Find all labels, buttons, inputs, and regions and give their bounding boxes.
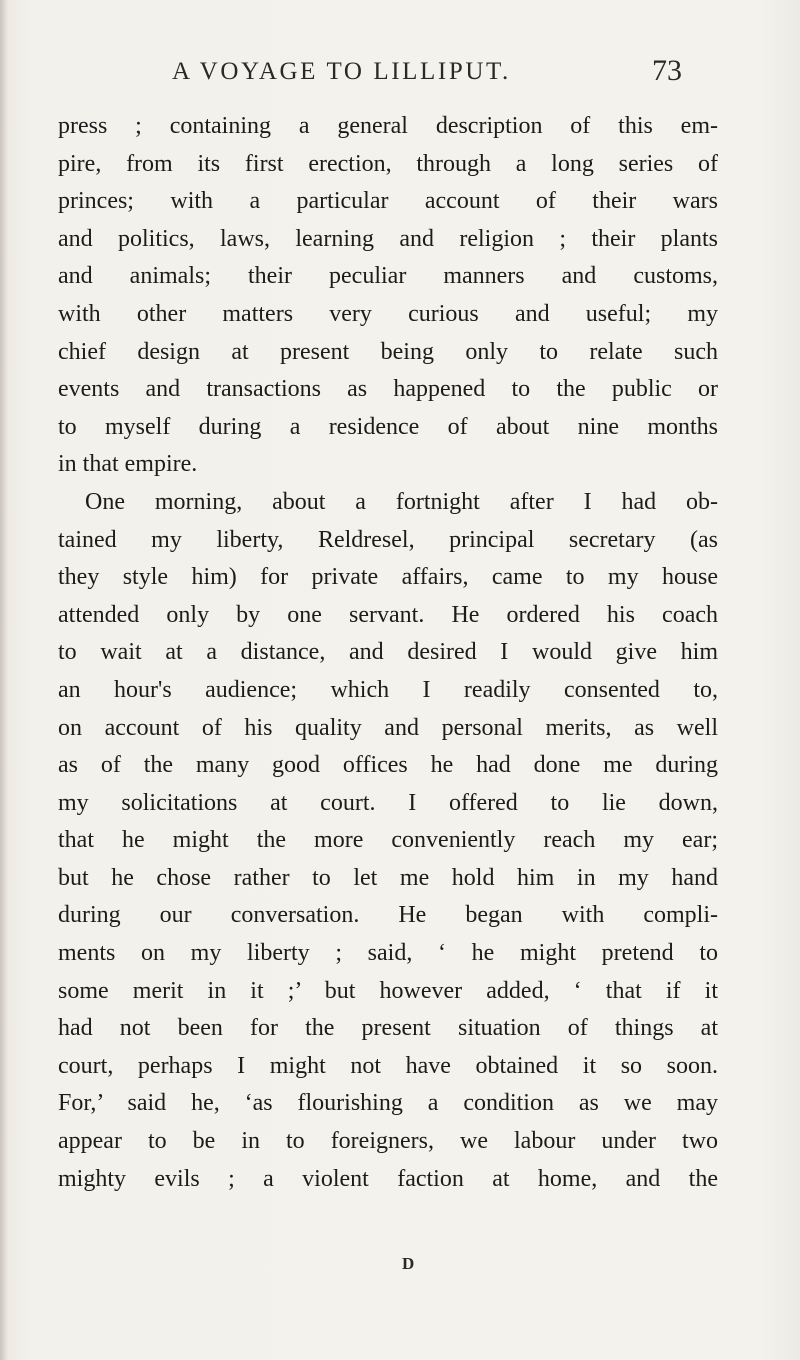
text-line: appear to be in to foreigners, we labour under two xyxy=(58,1128,718,1155)
text-line: some merit in it ;’ but however added, ‘ that if it xyxy=(58,977,718,1004)
text-line: princes; with a particular account of their wars xyxy=(58,188,718,215)
text-line: as of the many good offices he had done me during xyxy=(58,752,718,779)
text-line: with other matters very curious and useful; my xyxy=(58,300,718,327)
text-line: and politics, laws, learning and religion ; their plants xyxy=(58,225,718,252)
text-line: in that empire. xyxy=(58,451,198,478)
body-text xyxy=(58,108,718,1198)
text-line: ments on my liberty ; said, ‘ he might pretend to xyxy=(58,940,718,967)
text-line: pire, from its first erection, through a long series of xyxy=(58,150,718,177)
text-line: during our conversation. He began with compli- xyxy=(58,902,718,929)
text-line: For,’ said he, ‘as flourishing a condition as we may xyxy=(58,1090,718,1117)
text-line: attended only by one servant. He ordered his coach xyxy=(58,601,718,628)
text-line: on account of his quality and personal merits, as well xyxy=(58,714,718,741)
spine-shadow xyxy=(0,0,8,1360)
text-line: had not been for the present situation of things at xyxy=(58,1015,718,1042)
signature-mark: D xyxy=(402,1254,415,1273)
text-line: tained my liberty, Reldresel, principal secretary (as xyxy=(58,526,718,553)
running-head-title: A VOYAGE TO LILLIPUT. xyxy=(172,58,511,85)
text-line: court, perhaps I might not have obtained it so soon. xyxy=(58,1052,718,1079)
text-line: and animals; their peculiar manners and customs, xyxy=(58,263,718,290)
text-line: to myself during a residence of about nine months xyxy=(58,413,718,440)
text-line: they style him) for private affairs, came to my house xyxy=(58,564,718,591)
text-line: events and transactions as happened to the public or xyxy=(58,376,718,403)
text-line: that he might the more conveniently reach my ear; xyxy=(58,827,718,854)
text-line: press ; containing a general description of this em- xyxy=(58,113,718,139)
page-number: 73 xyxy=(652,54,682,87)
text-line: my solicitations at court. I offered to lie down, xyxy=(58,789,718,816)
paragraph-first-line: One morning, about a fortnight after I had ob- xyxy=(85,488,718,515)
text-line: to wait at a distance, and desired I would give him xyxy=(58,639,718,666)
text-line: an hour's audience; which I readily consented to, xyxy=(58,676,718,703)
text-line: but he chose rather to let me hold him in my hand xyxy=(58,864,718,891)
text-line: chief design at present being only to relate such xyxy=(58,338,718,365)
text-line: mighty evils ; a violent faction at home, and the xyxy=(58,1165,718,1192)
